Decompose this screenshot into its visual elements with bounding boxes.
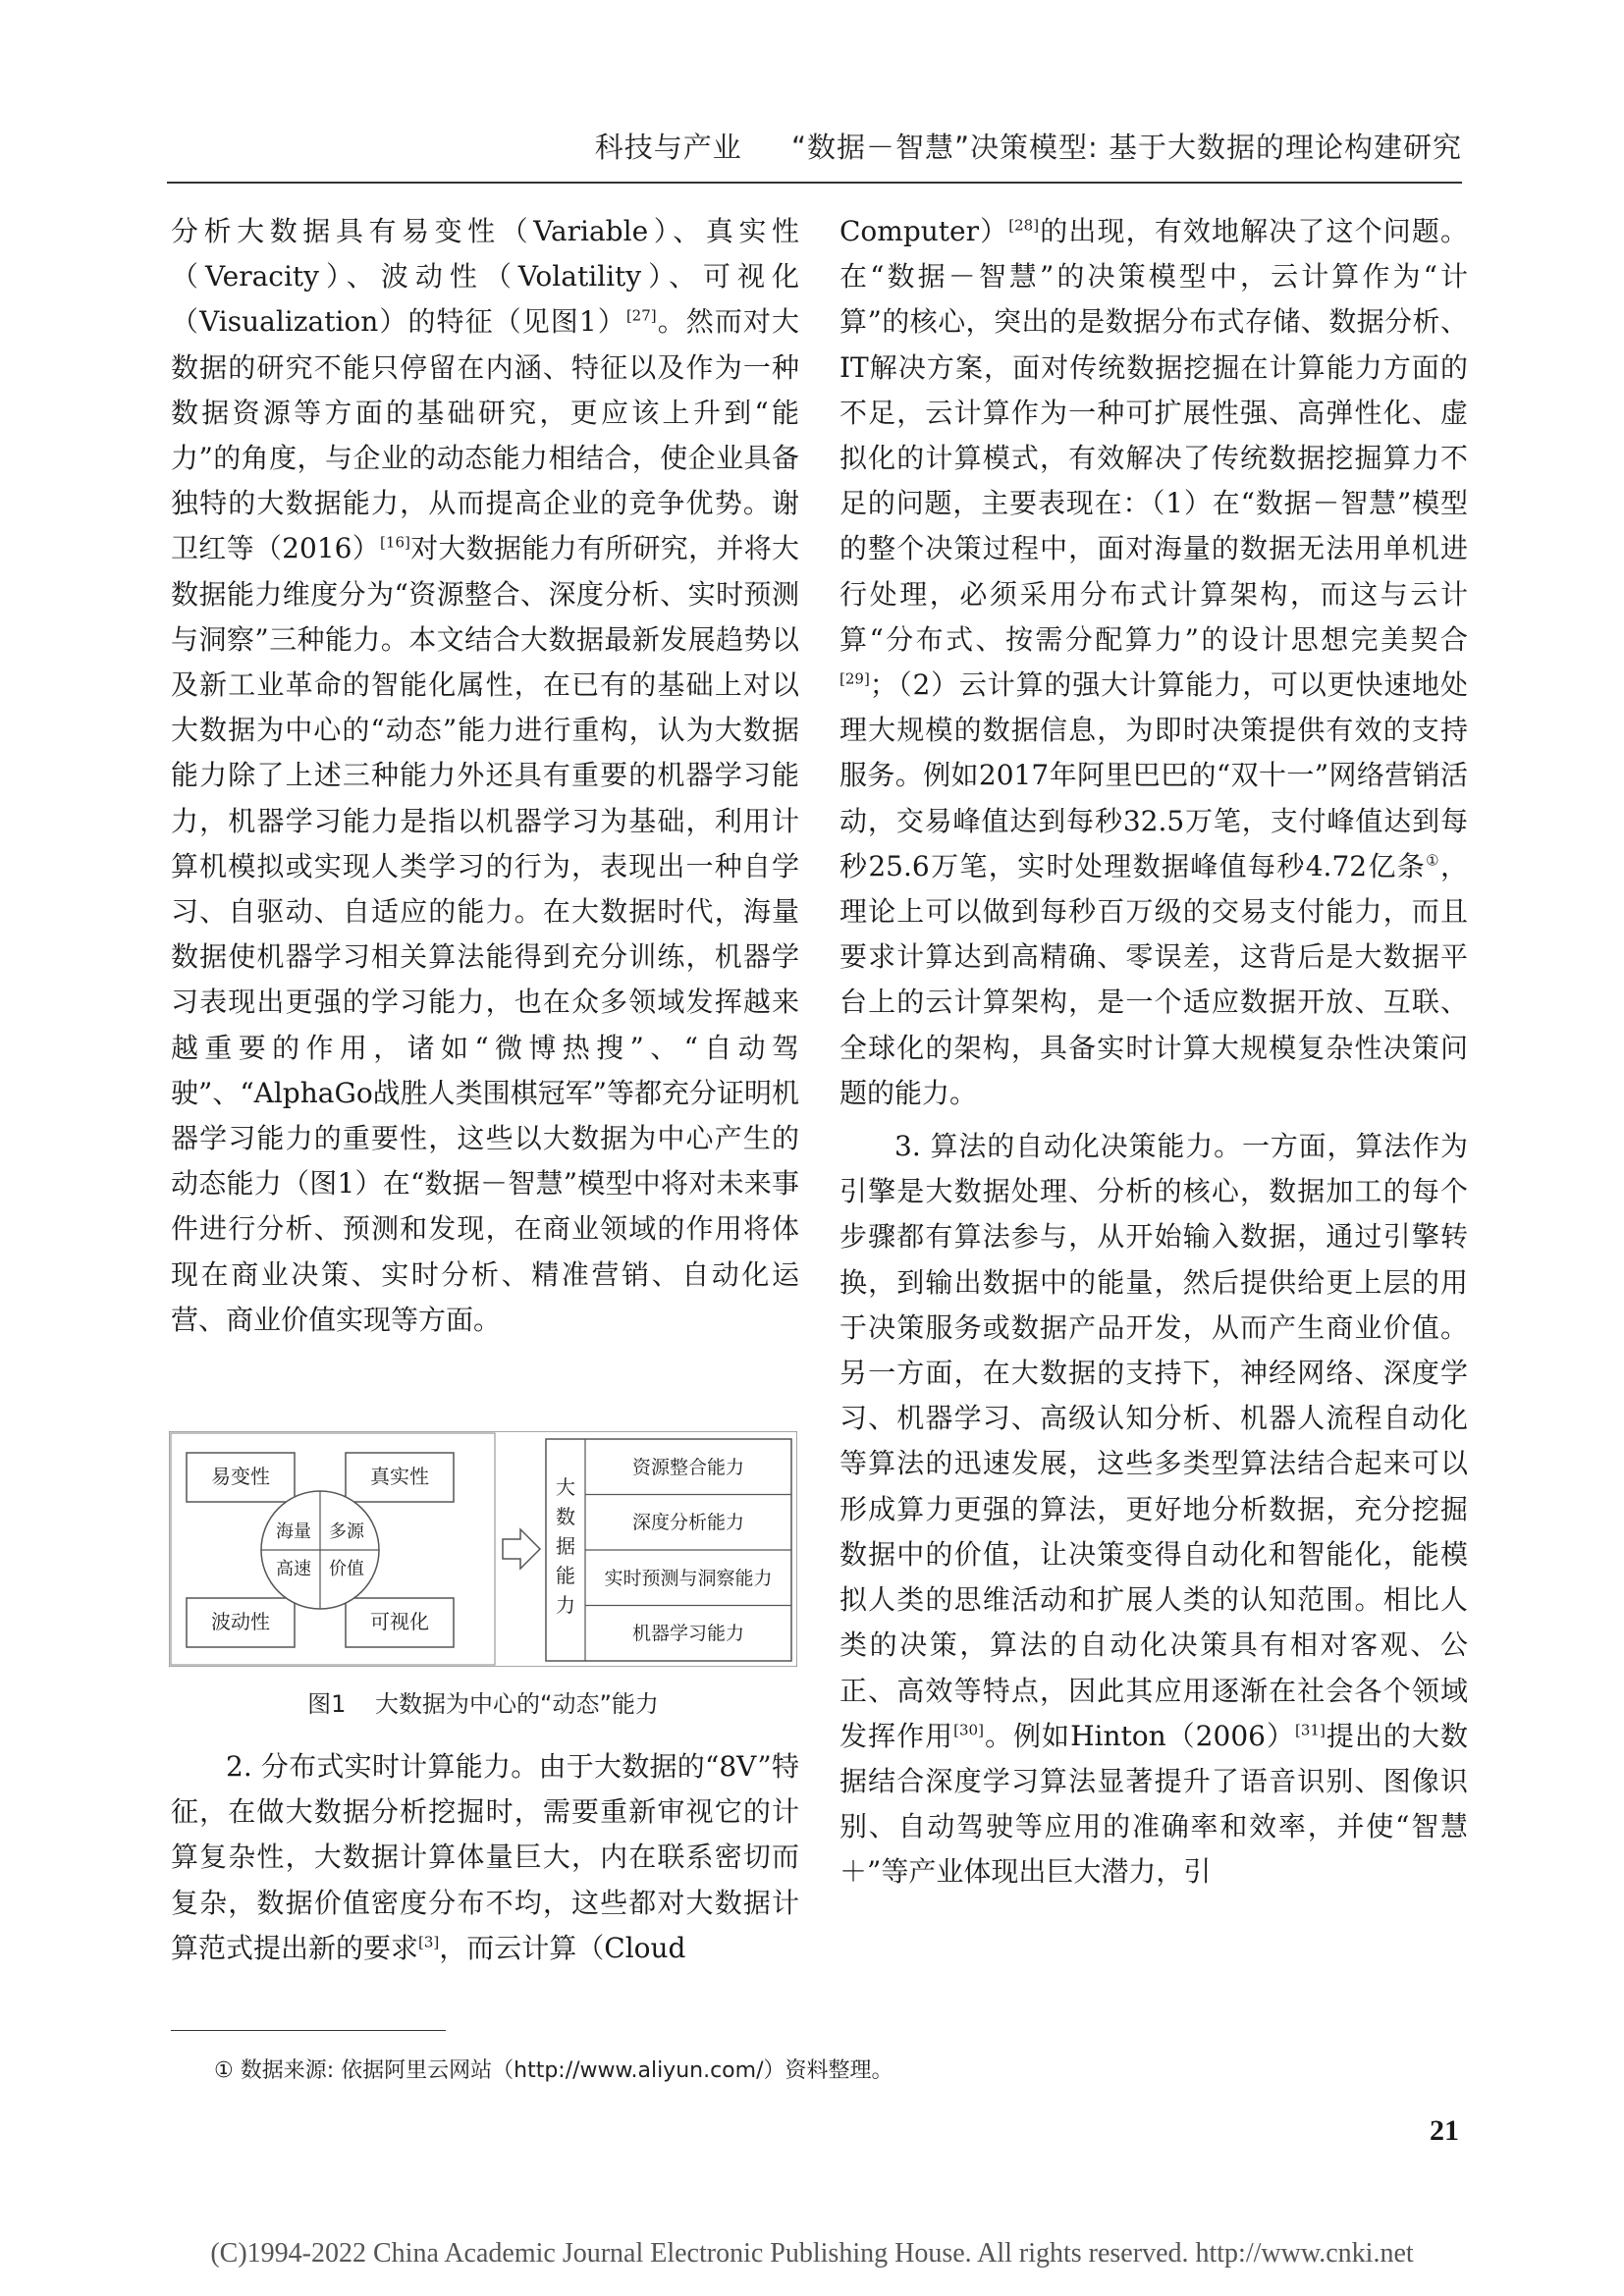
- side-label-0: 大: [556, 1475, 575, 1499]
- page-number: 21: [1430, 2114, 1459, 2147]
- side-label-1: 数: [556, 1505, 575, 1528]
- figure-caption-number: 图1: [307, 1690, 347, 1718]
- left-paragraph-2: [171, 1744, 799, 1971]
- citation-16: [16]: [380, 534, 410, 553]
- left-p2-text: 2. 分布式实时计算能力。由于大数据的“8V”特征，在做大数据分析挖掘时，需要重新审视它的计算复杂性，大数据计算体量巨大，内在联系密切而复杂，数据价值密度分布不均，这些都对大数据计算范式提出新的要求: [171, 1750, 799, 1964]
- arrow-icon: [503, 1529, 540, 1569]
- right-paragraph-1: [839, 209, 1468, 1116]
- feature-label-3: 可视化: [370, 1610, 429, 1633]
- figure-diagram: [169, 1431, 797, 1667]
- side-label-3: 能: [556, 1564, 575, 1587]
- right-p1-text: Computer）: [839, 215, 1009, 247]
- left-p1-text3: 对大数据能力有所研究，并将大数据能力维度分为“资源整合、深度分析、实时预测与洞察”三种能力。本文结合大数据最新发展趋势以及新工业革命的智能化属性，在已有的基础上对以大数据为中心的“动态”能力进行重构，认为大数据能力除了上述三种能力外还具有重要的机器学习能力，机器学习能力是指以机器学习为基础，利用计算机模拟或实现人类学习的行为，表现出一种自学习、自驱动、自适应的能力。在大数据时代，海量数据使机器学习相关算法能得到充分训练，机器学习表现出更强的学习能力，也在众多领域发挥越来越重要的作用，诸如“微博热搜”、“自动驾驶”、“AlphaGo战胜人类围棋冠军”等都充分证明机器学习能力的重要性，这些以大数据为中心产生的动态能力（图1）在“数据－智慧”模型中将对未来事件进行分析、预测和发现，在商业领域的作用将体现在商业决策、实时分析、精准营销、自动化运营、商业价值实现等方面。: [171, 532, 799, 1336]
- side-label-4: 力: [556, 1593, 575, 1617]
- right-p2-text: 3. 算法的自动化决策能力。一方面，算法作为引擎是大数据处理、分析的核心，数据加工的每个步骤都有算法参与，从开始输入数据，通过引擎转换，到输出数据中的能量，然后提供给更上层的用于决策服务或数据产品开发，从而产生商业价值。另一方面，在大数据的支持下，神经网络、深度学习、机器学习、高级认知分析、机器人流程自动化等算法的迅速发展，这些多类型算法结合起来可以形成算力更强的算法，更好地分析数据，充分挖掘数据中的价值，让决策变得自动化和智能化，能模拟人类的思维活动和扩展人类的认知范围。相比人类的决策，算法的自动化决策具有相对客观、公正、高效等特点，因此其应用逐渐在社会各个领域发挥作用: [839, 1130, 1468, 1752]
- header-rule: [167, 182, 1462, 184]
- feature-label-1: 真实性: [370, 1465, 429, 1488]
- right-p2-text2: 。例如Hinton（2006）: [983, 1719, 1296, 1752]
- left-p1-text2: 。然而对大数据的研究不能只停留在内涵、特征以及作为一种数据资源等方面的基础研究，更应该上升到“能力”的角度，与企业的动态能力相结合，使企业具备独特的大数据能力，从而提高企业的竞争优势。谢卫红等（2016）: [171, 305, 799, 565]
- footnote-rule: [171, 2030, 446, 2031]
- capability-label-3: 机器学习能力: [631, 1623, 745, 1644]
- right-p1-text4: ，理论上可以做到每秒百万级的交易支付能力，而且要求计算达到高精确、零误差，这背后是大数据平台上的云计算架构，是一个适应数据开放、互联、全球化的架构，具备实时计算大规模复杂性决策问题的能力。: [839, 849, 1468, 1109]
- citation-27: [27]: [625, 307, 657, 326]
- right-column: [839, 209, 1468, 1896]
- right-p2-text3: 提出的大数据结合深度学习算法显著提升了语音识别、图像识别、自动驾驶等应用的准确率和效率，并使“智慧＋”等产业体现出巨大潜力，引: [839, 1719, 1468, 1889]
- figure-1: [169, 1431, 797, 1667]
- left-p2-text2: ，而云计算（Cloud: [439, 1931, 686, 1964]
- center-label-0: 海量: [276, 1522, 311, 1542]
- left-column-lower: [171, 1744, 799, 1971]
- citation-30: [30]: [953, 1721, 984, 1739]
- footnote: ① 数据来源: 依据阿里云网站（http://www.aliyun.com/）资料整理。: [214, 2058, 893, 2083]
- header-title: “数据－智慧”决策模型: 基于大数据的理论构建研究: [790, 131, 1462, 164]
- capability-label-2: 实时预测与洞察能力: [604, 1568, 773, 1589]
- feature-label-2: 波动性: [211, 1610, 270, 1633]
- citation-28: [28]: [1008, 216, 1040, 235]
- left-column: [171, 209, 799, 1343]
- center-label-2: 高速: [276, 1559, 311, 1579]
- feature-label-0: 易变性: [211, 1465, 270, 1488]
- right-p1-text3: ；（2）云计算的强大计算能力，可以更快速地处理大规模的数据信息，为即时决策提供有效的支持服务。例如2017年阿里巴巴的“双十一”网络营销活动，交易峰值达到每秒32.5万笔，支付峰值达到每秒25.6万笔，实时处理数据峰值每秒4.72亿条: [839, 668, 1468, 882]
- header-section: 科技与产业: [594, 131, 742, 164]
- left-p1-text: 分析大数据具有易变性（Variable）、真实性（Veracity）、波动性（Volatility）、可视化（Visualization）的特征（见图1）: [171, 215, 799, 339]
- right-paragraph-2: [839, 1124, 1468, 1895]
- copyright-line: (C)1994-2022 China Academic Journal Electronic Publishing House. All rights reserved. http://www.cnki.net: [210, 2238, 1414, 2269]
- citation-29: [29]: [839, 669, 870, 688]
- footnote-marker: ①: [1426, 851, 1440, 870]
- left-paragraph-1: [171, 209, 799, 1343]
- capability-label-1: 深度分析能力: [631, 1512, 745, 1533]
- figure-caption-text: 大数据为中心的“动态”能力: [375, 1690, 659, 1718]
- capability-label-0: 资源整合能力: [631, 1457, 745, 1478]
- side-label-2: 据: [556, 1534, 575, 1558]
- running-header: [595, 126, 1462, 166]
- center-label-1: 多源: [329, 1522, 364, 1542]
- figure-caption: [169, 1684, 797, 1719]
- center-label-3: 价值: [329, 1559, 364, 1579]
- right-p1-text2: 的出现，有效地解决了这个问题。在“数据－智慧”的决策模型中，云计算作为“计算”的核心，突出的是数据分布式存储、数据分析、IT解决方案，面对传统数据挖掘在计算能力方面的不足，云计算作为一种可扩展性强、高弹性化、虚拟化的计算模式，有效解决了传统数据挖掘算力不足的问题，主要表现在：（1）在“数据－智慧”模型的整个决策过程中，面对海量的数据无法用单机进行处理，必须采用分布式计算架构，而这与云计算“分布式、按需分配算力”的设计思想完美契合: [839, 215, 1468, 656]
- citation-31: [31]: [1295, 1721, 1326, 1739]
- citation-3: [3]: [418, 1933, 440, 1951]
